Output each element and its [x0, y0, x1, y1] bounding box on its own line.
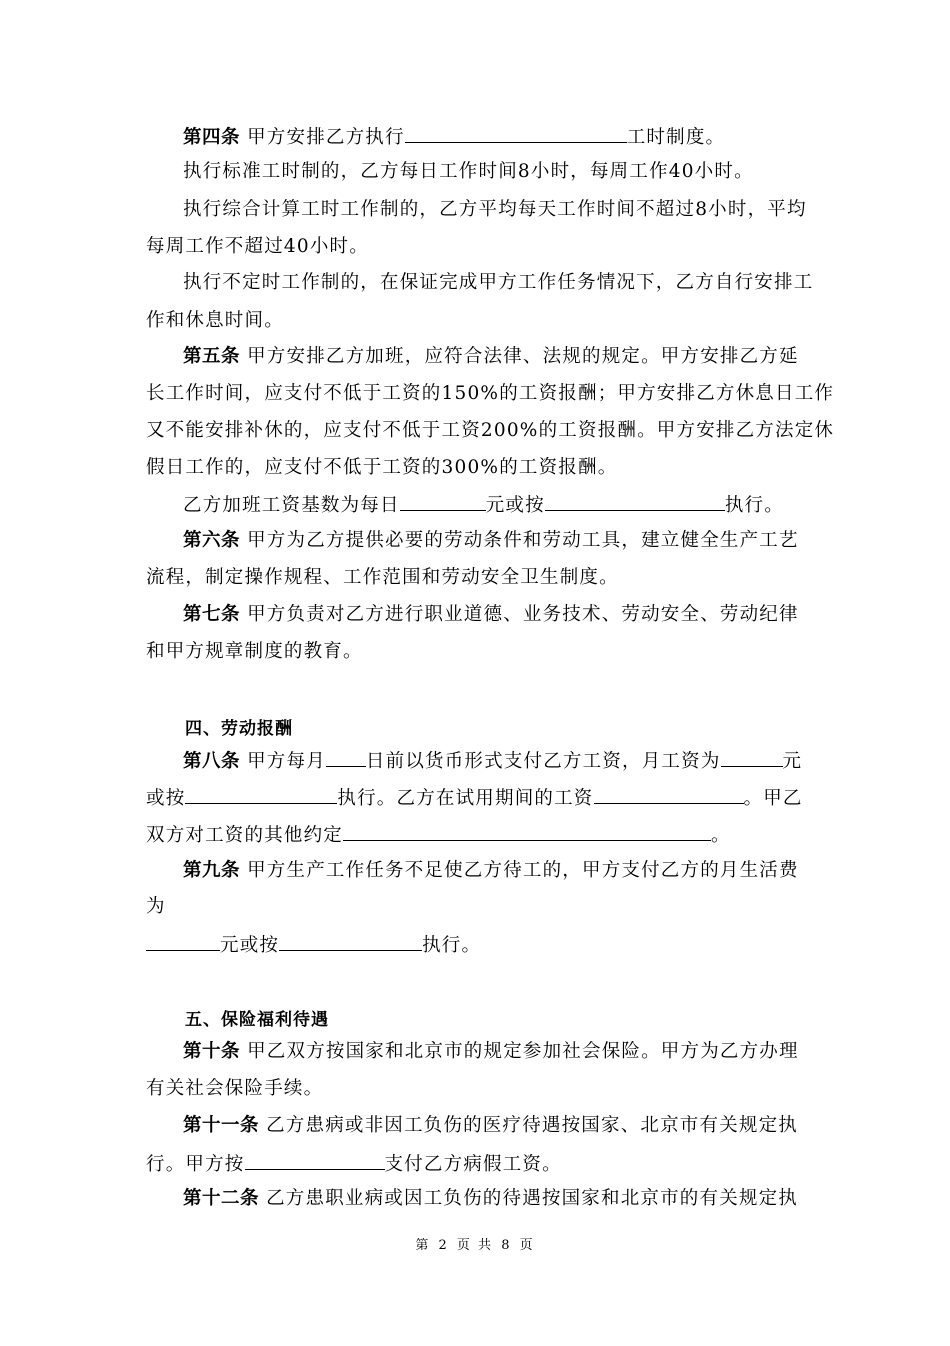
clause-label: 第十条	[183, 1041, 241, 1062]
paragraph: 又不能安排补休的，应支付不低于工资200%的工资报酬。甲方安排乙方法定休	[146, 420, 835, 441]
overtime-base-line: 乙方加班工资基数为每日 元或按 执行。	[183, 492, 784, 518]
paragraph: 流程，制定操作规程、工作范围和劳动安全卫生制度。	[146, 567, 619, 588]
clause-8-line-2: 或按 执行。乙方在试用期间的工资 。甲乙	[146, 785, 803, 811]
paragraph: 执行综合计算工时工作制的，乙方平均每天工作时间不超过8小时，平均	[183, 199, 807, 220]
fill-blank	[594, 785, 744, 804]
clause-8-line-1: 第八条 甲方每月 日前以货币形式支付乙方工资，月工资为 元	[183, 748, 802, 774]
fill-blank	[146, 932, 220, 951]
paragraph: 执行标准工时制的，乙方每日工作时间8小时，每周工作40小时。	[183, 161, 754, 182]
clause-5-line-1: 第五条 甲方安排乙方加班，应符合法律、法规的规定。甲方安排乙方延	[183, 346, 799, 367]
paragraph: 长工作时间，应支付不低于工资的150%的工资报酬；甲方安排乙方休息日工作	[146, 383, 835, 404]
fill-blank	[721, 748, 783, 767]
section-heading: 五、保险福利待遇	[185, 1010, 329, 1030]
clause-11-line-1: 第十一条 乙方患病或非因工负伤的医疗待遇按国家、北京市有关规定执	[183, 1115, 799, 1136]
clause-10-line-1: 第十条 甲乙双方按国家和北京市的规定参加社会保险。甲方为乙方办理	[183, 1041, 799, 1062]
fill-blank	[279, 932, 422, 951]
clause-7-line-1: 第七条 甲方负责对乙方进行职业道德、业务技术、劳动安全、劳动纪律	[183, 604, 799, 625]
clause-label: 第八条	[183, 751, 241, 772]
fill-blank	[326, 748, 366, 767]
clause-8-line-3: 双方对工资的其他约定 。	[146, 822, 731, 848]
fill-blank	[245, 1151, 385, 1170]
fill-blank	[405, 124, 627, 143]
clause-label: 第五条	[183, 346, 241, 367]
clause-label: 第六条	[183, 530, 241, 551]
clause-6-line-1: 第六条 甲方为乙方提供必要的劳动条件和劳动工具，建立健全生产工艺	[183, 530, 799, 551]
paragraph: 执行不定时工作制的，在保证完成甲方工作任务情况下，乙方自行安排工	[183, 272, 814, 293]
page-footer: 第 2 页 共 8 页	[415, 1238, 535, 1253]
current-page-number: 2	[438, 1238, 449, 1253]
total-pages-number: 8	[501, 1238, 512, 1253]
clause-label: 第七条	[183, 604, 241, 625]
clause-label: 第十二条	[183, 1188, 260, 1209]
clause-label: 第十一条	[183, 1115, 260, 1136]
clause-9-line-3: 元或按 执行。	[146, 932, 481, 958]
section-heading: 四、劳动报酬	[185, 719, 293, 739]
paragraph: 和甲方规章制度的教育。	[146, 641, 363, 662]
clause-9-line-1: 第九条 甲方生产工作任务不足使乙方待工的，甲方支付乙方的月生活费	[183, 860, 799, 881]
paragraph: 有关社会保险手续。	[146, 1078, 324, 1099]
paragraph: 假日工作的，应支付不低于工资的300%的工资报酬。	[146, 457, 618, 478]
paragraph: 为	[146, 896, 166, 917]
paragraph: 作和休息时间。	[146, 310, 284, 331]
clause-label: 第四条	[183, 127, 241, 148]
fill-blank	[400, 492, 486, 511]
fill-blank	[343, 822, 711, 841]
paragraph: 每周工作不超过40小时。	[146, 236, 369, 257]
clause-11-line-2: 行。甲方按 支付乙方病假工资。	[146, 1151, 562, 1177]
clause-4-line-1: 第四条 甲方安排乙方执行 工时制度。	[183, 124, 725, 150]
fill-blank	[545, 492, 725, 511]
fill-blank	[185, 785, 337, 804]
clause-label: 第九条	[183, 860, 241, 881]
clause-12-line-1: 第十二条 乙方患职业病或因工负伤的待遇按国家和北京市的有关规定执	[183, 1188, 799, 1209]
